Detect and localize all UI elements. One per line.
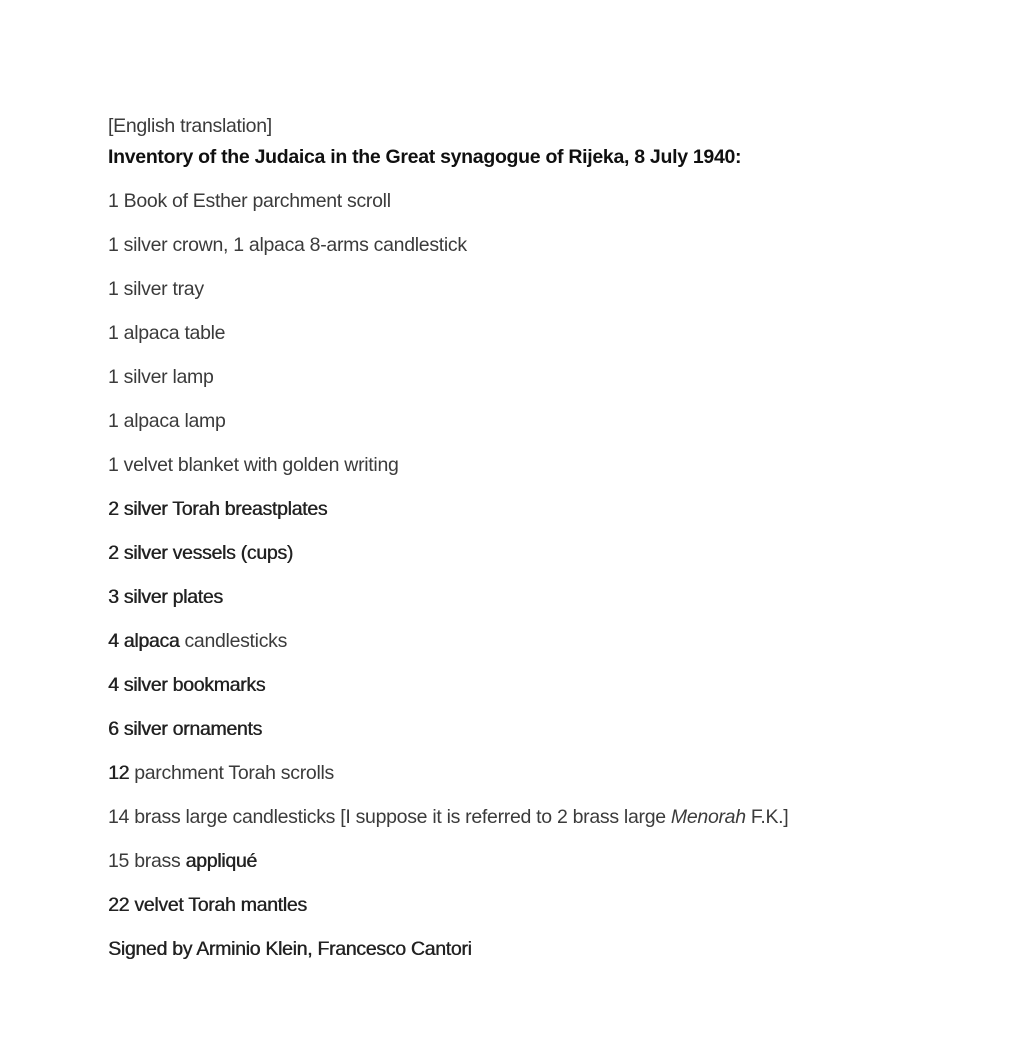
- text-segment: 12: [108, 762, 130, 784]
- inventory-item: [108, 663, 944, 707]
- inventory-item: [108, 619, 944, 663]
- text-segment: parchment Torah scrolls: [129, 762, 334, 784]
- inventory-item: [108, 399, 944, 443]
- text-segment: 1 silver crown, 1 alpaca 8-arms candlestick: [108, 234, 467, 256]
- translation-note: [English translation]: [108, 114, 272, 137]
- inventory-item: [108, 267, 944, 311]
- text-segment: 2 silver vessels (cups): [108, 542, 293, 564]
- inventory-item: [108, 223, 944, 267]
- text-segment: 1 alpaca lamp: [108, 410, 226, 432]
- inventory-item: [108, 575, 944, 619]
- text-segment: F.K.]: [745, 806, 789, 828]
- text-segment: 1 silver tray: [108, 278, 204, 300]
- text-segment: 4 silver bookmarks: [108, 674, 266, 696]
- inventory-item: [108, 311, 944, 355]
- signature-line: [108, 927, 944, 971]
- text-segment: 14 brass large candlesticks [I suppose it is referred to 2 brass large: [108, 806, 671, 828]
- text-segment: Signed by Arminio Klein, Francesco Cantori: [108, 938, 472, 960]
- inventory-item: [108, 839, 944, 883]
- inventory-item: [108, 751, 944, 795]
- text-segment: candlesticks: [179, 630, 288, 652]
- inventory-list: [108, 179, 944, 971]
- text-segment: 22 velvet Torah mantles: [108, 894, 307, 916]
- inventory-item: [108, 531, 944, 575]
- text-segment: 4 alpaca: [108, 630, 180, 652]
- inventory-item: [108, 179, 944, 223]
- text-segment: 1 alpaca table: [108, 322, 226, 344]
- text-segment: 1 Book of Esther parchment scroll: [108, 190, 391, 212]
- text-segment: 6 silver ornaments: [108, 718, 262, 740]
- inventory-item: [108, 443, 944, 487]
- text-segment: 15 brass: [108, 850, 186, 872]
- inventory-item: [108, 355, 944, 399]
- text-segment: appliqué: [185, 850, 257, 872]
- text-segment: 2 silver Torah breastplates: [108, 498, 328, 520]
- text-segment: 1 silver lamp: [108, 366, 214, 388]
- inventory-item: [108, 707, 944, 751]
- text-segment: 1 velvet blanket with golden writing: [108, 454, 399, 476]
- document-title: Inventory of the Judaica in the Great synagogue of Rijeka, 8 July 1940:: [108, 145, 742, 168]
- inventory-item: [108, 883, 944, 927]
- text-segment: 3 silver plates: [108, 586, 223, 608]
- inventory-item: [108, 795, 944, 839]
- text-segment: Menorah: [670, 806, 746, 828]
- inventory-item: [108, 487, 944, 531]
